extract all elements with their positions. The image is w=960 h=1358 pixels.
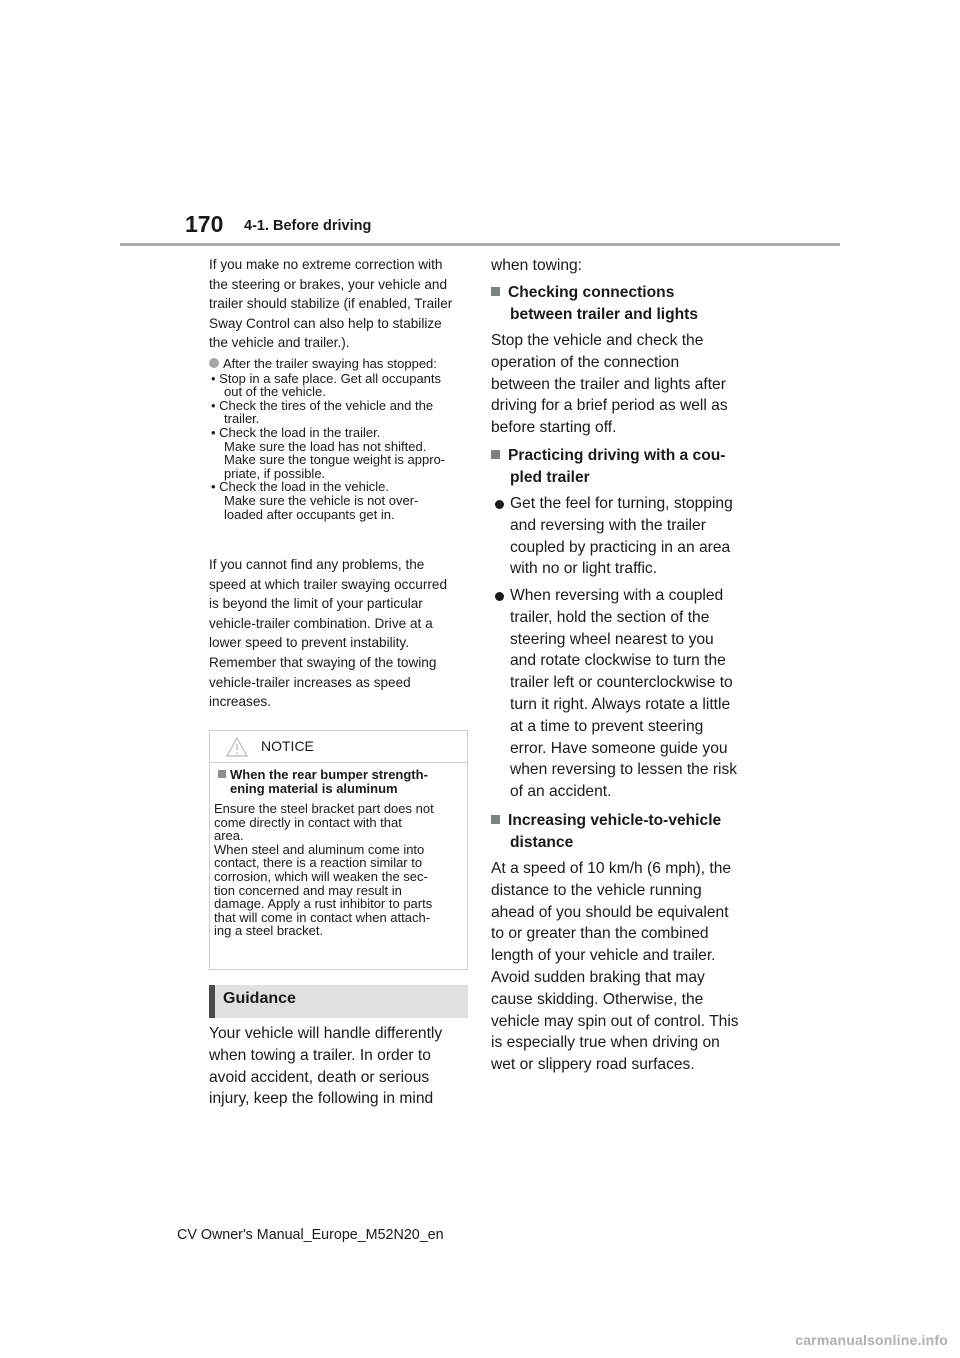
bullet-reversing [491,585,751,803]
text-line: Avoid sudden braking that may [491,968,705,986]
text-line: vehicle-trailer combination. Drive at a [209,615,433,631]
square-bullet-icon [218,770,226,778]
section-title: 4-1. Before driving [244,218,372,234]
text-line: avoid accident, death or serious [209,1068,430,1086]
bullet-dot-icon [209,358,219,368]
heading-increasing-distance [491,810,751,854]
text-line: lower speed to prevent instability. [209,635,409,651]
text-line: error. Have someone guide you [510,739,728,757]
text-line: driving for a brief period as well as [491,397,728,415]
footer-manual-id: CV Owner's Manual_Europe_M52N20_en [177,1227,444,1243]
list-item: • Check the tires of the vehicle and the [211,397,434,413]
text-line: damage. Apply a rust inhibitor to parts [214,896,433,912]
text-line: Remember that swaying of the towing [209,654,437,670]
text-line: Stop the vehicle and check the [491,332,704,349]
text-line: trailer left or counterclockwise to [510,674,733,692]
bullet-feel-for-turning [491,493,751,580]
square-bullet-icon [491,287,500,296]
after-sway-list [209,372,471,522]
text-line: Checking connections [508,284,675,301]
notice-label: NOTICE [261,738,314,754]
after-sway-heading: After the trailer swaying has stopped: [223,356,437,371]
list-item: Make sure the tongue weight is appro- [224,452,446,468]
text-line: between trailer and lights [510,305,699,323]
text-line: operation of the connection [491,353,680,371]
text-line: is beyond the limit of your particular [209,596,423,612]
text-line: distance to the vehicle running [491,881,702,899]
heading-row [491,282,751,304]
paragraph-increasing-distance [491,858,753,1076]
text-line: the vehicle and trailer.). [209,335,350,351]
text-line: If you make no extreme correction with [209,257,443,272]
text-line: If you cannot find any problems, the [209,557,425,572]
after-sway-heading-row [209,357,471,371]
list-item: loaded after occupants get in. [224,506,395,522]
text-line: when towing a trailer. In order to [209,1046,431,1064]
heading-practicing-driving [491,445,751,489]
header-divider [120,243,840,246]
text-line: Ensure the steel bracket part does not [214,801,434,816]
text-line: when reversing to lessen the risk [510,761,738,779]
list-item: Make sure the vehicle is not over- [224,492,419,508]
text-line: before starting off. [491,419,617,437]
text-line: and rotate clockwise to turn the [510,652,726,670]
text-line: steering wheel nearest to you [510,630,714,648]
text-line: Practicing driving with a cou- [508,447,726,464]
text-line: at a time to prevent steering [510,717,704,735]
text-line: vehicle-trailer increases as speed [209,674,411,690]
text-line: When steel and aluminum come into [214,841,425,857]
text-line: ening material is aluminum [230,780,398,796]
paragraph-checking-connections [491,330,751,439]
list-item: • Check the load in the trailer. [211,424,381,440]
after-sway-section [209,357,471,521]
heading-checking-connections [491,282,751,326]
text-line: between the trailer and lights after [491,375,726,393]
heading-row [491,445,751,467]
text-line: ing a steel bracket. [214,923,324,939]
text-line: and reversing with the trailer [510,516,706,534]
text-line: the steering or brakes, your vehicle and [209,276,448,292]
text-line: turn it right. Always rotate a little [510,695,731,713]
lead-line: when towing: [491,257,583,274]
text-line: that will come in contact when attach- [214,909,431,925]
list-item: priate, if possible. [224,465,326,481]
text-line: contact, there is a reaction similar to [214,855,423,871]
list-item: • Check the load in the vehicle. [211,479,389,495]
square-bullet-icon [491,450,500,459]
intro-paragraph [209,255,471,353]
guidance-title: Guidance [223,990,296,1007]
warning-triangle-icon [226,737,248,757]
text-line: cause skidding. Otherwise, the [491,990,704,1008]
page-number: 170 [185,211,224,237]
text-line: At a speed of 10 km/h (6 mph), the [491,860,732,877]
text-line: Sway Control can also help to stabilize [209,315,442,331]
text-line: injury, keep the following in mind [209,1090,434,1108]
guidance-accent-bar [209,985,215,1018]
guidance-paragraph [209,1023,474,1110]
list-item: trailer. [224,411,260,427]
text-line: ahead of you should be equivalent [491,903,729,921]
text-line: When the rear bumper strength- [230,767,428,782]
text-line: wet or slippery road surfaces. [491,1056,695,1074]
text-line: Get the feel for turning, stopping [510,495,733,512]
text-line: pled trailer [510,468,590,486]
text-line: corrosion, which will weaken the sec- [214,868,428,884]
bullet-dot-icon [495,500,504,509]
list-item: out of the vehicle. [224,384,326,400]
text-line: When reversing with a coupled [510,587,724,604]
notice-divider [210,762,467,763]
list-item: Make sure the load has not shifted. [224,438,427,454]
text-line: to or greater than the combined [491,925,709,943]
text-line: vehicle may spin out of control. This [491,1012,739,1030]
problems-paragraph [209,555,471,712]
text-line: of an accident. [510,783,612,801]
text-line: area. [214,828,244,844]
text-line: Your vehicle will handle differently [209,1025,443,1042]
heading-row [491,810,751,832]
notice-box [209,730,468,970]
text-line: is especially true when driving on [491,1034,720,1052]
text-line: increases. [209,694,271,710]
text-line: Increasing vehicle-to-vehicle [508,812,722,829]
text-line: tion concerned and may result in [214,882,402,898]
square-bullet-icon [491,815,500,824]
bullet-dot-icon [495,592,504,601]
text-line: length of your vehicle and trailer. [491,947,716,965]
text-line: trailer should stabilize (if enabled, Trailer [209,296,453,312]
watermark: carmanualsonline.info [795,1332,948,1348]
list-item: • Stop in a safe place. Get all occupants [211,370,442,386]
text-line: distance [510,833,574,851]
text-line: coupled by practicing in an area [510,538,731,556]
text-line: speed at which trailer swaying occurred [209,576,448,592]
notice-body [214,802,464,938]
text-line: with no or light traffic. [510,560,658,578]
notice-heading-row [218,768,464,782]
text-line: come directly in contact with that [214,814,402,830]
guidance-section-header [209,985,468,1018]
text-line: trailer, hold the section of the [510,608,710,626]
notice-heading [218,768,464,795]
